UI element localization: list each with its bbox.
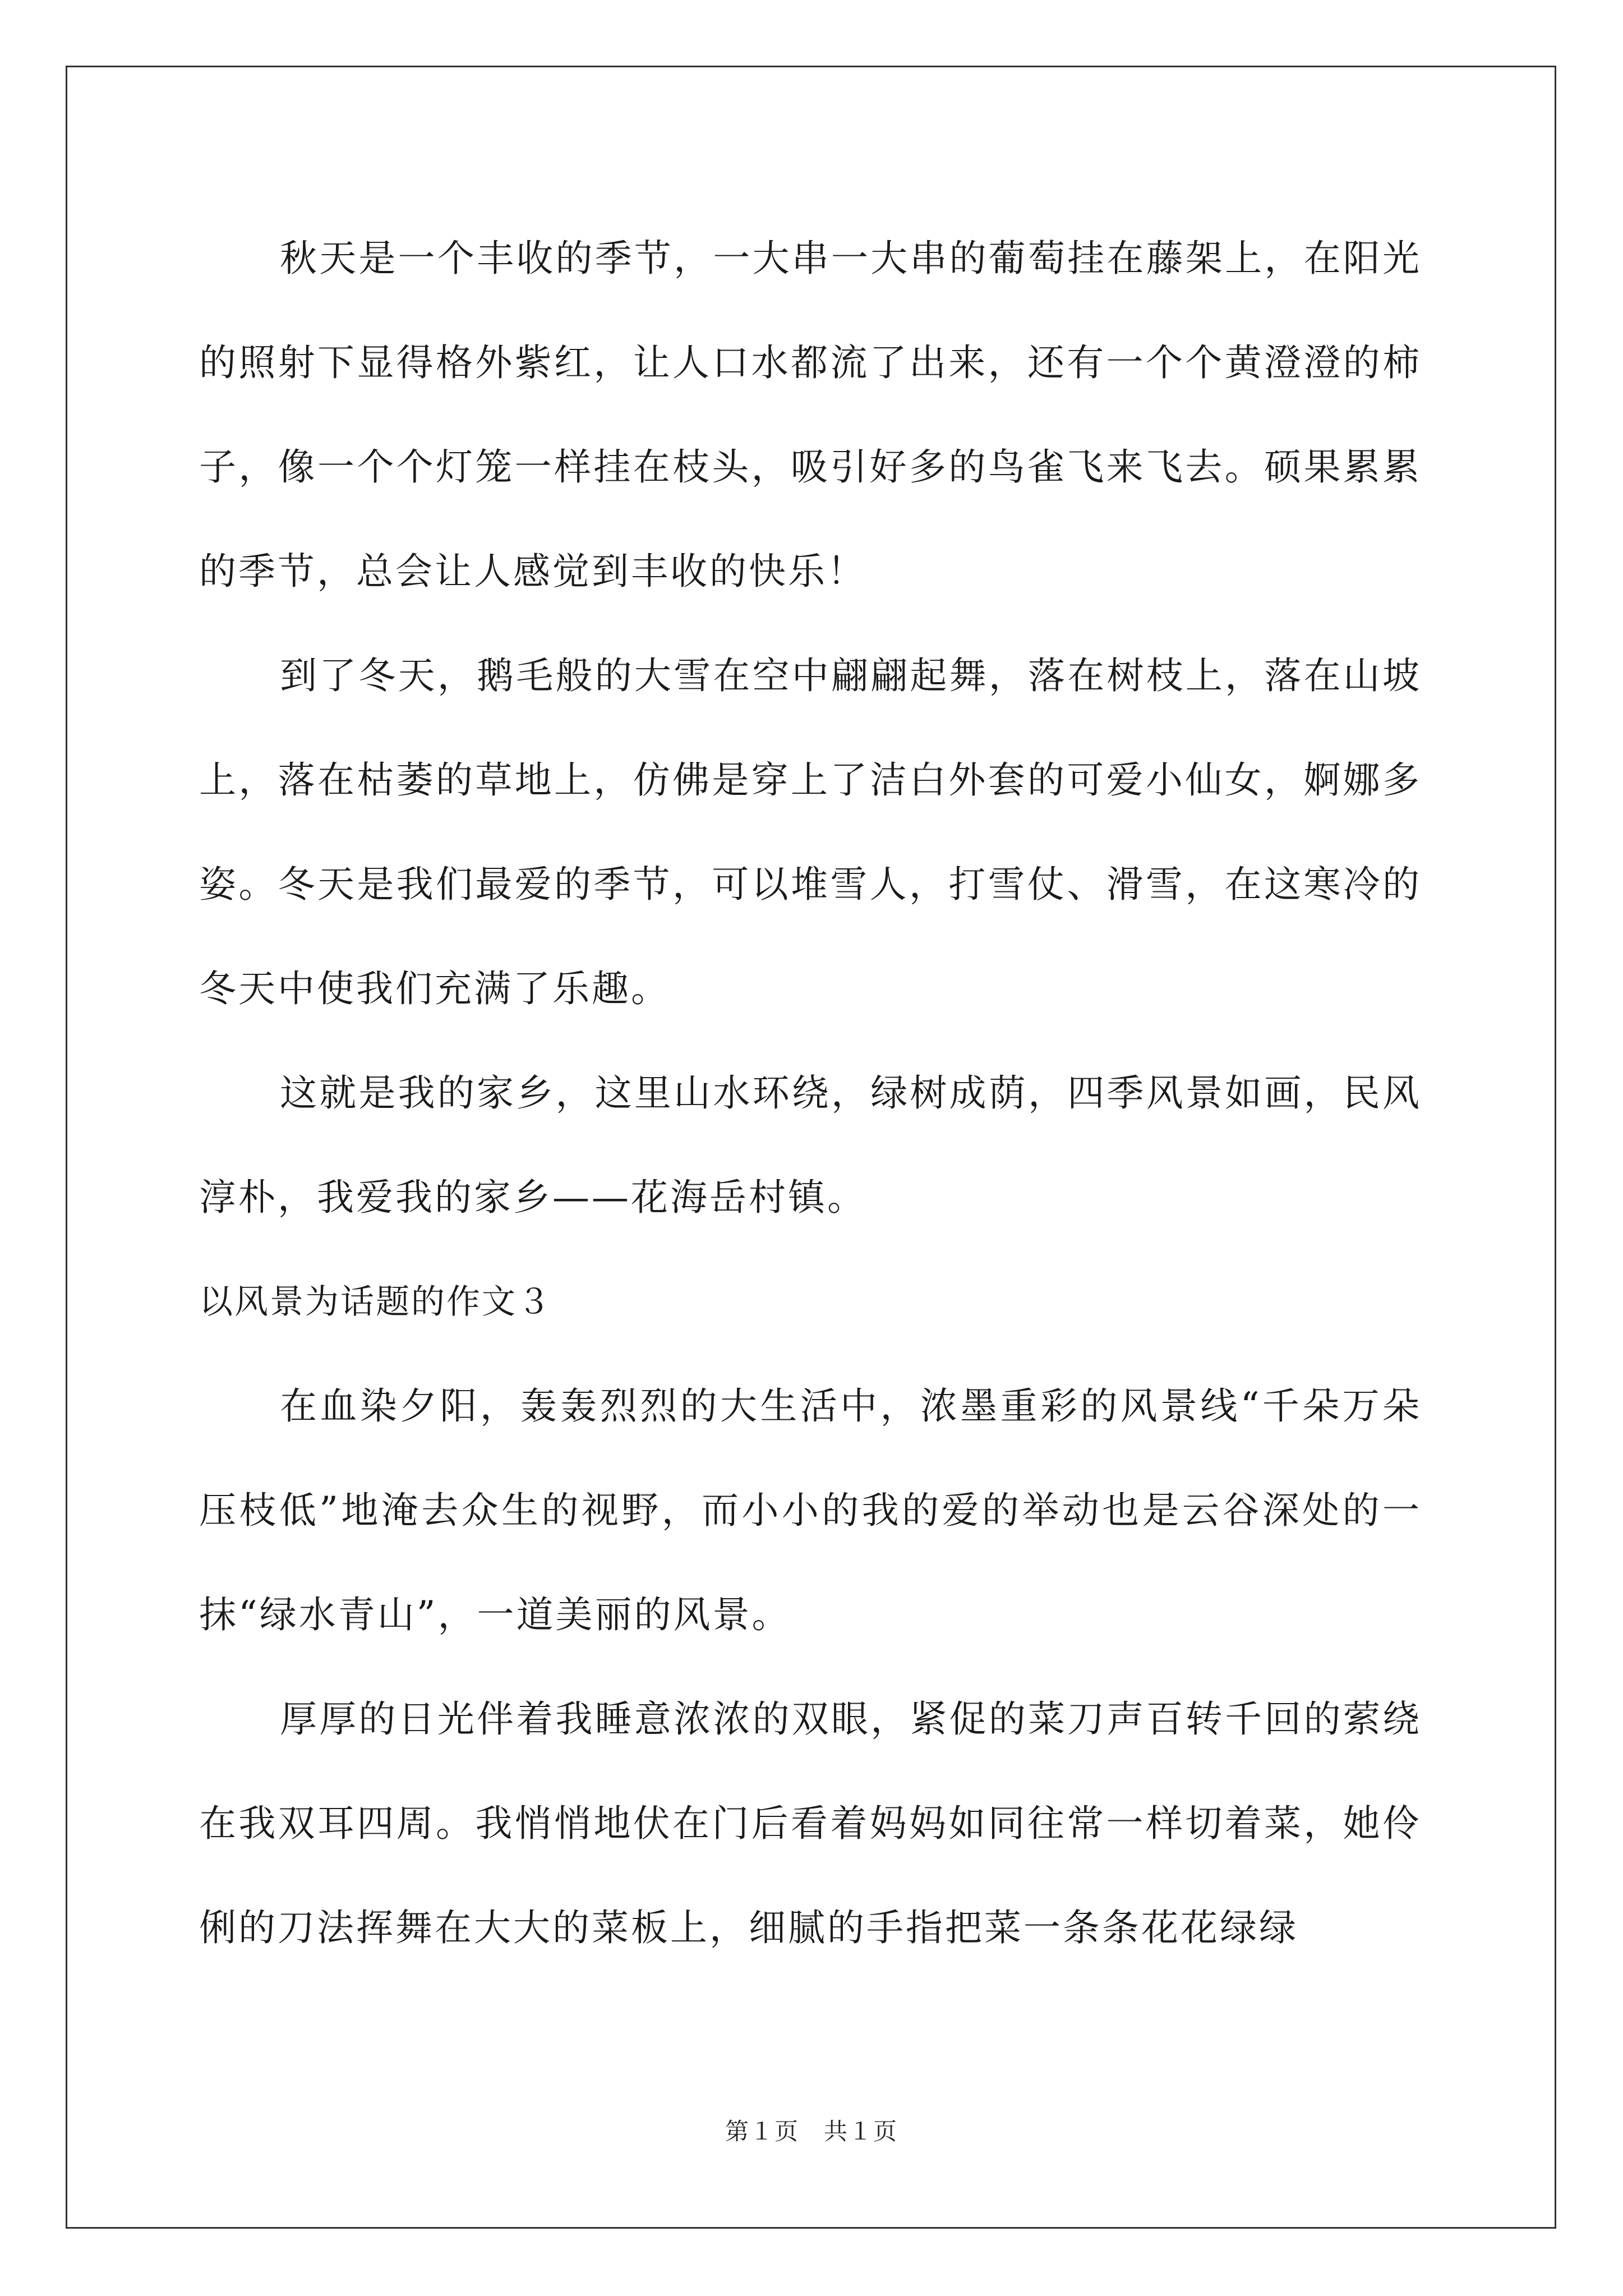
paragraph-winter: 到了冬天，鹅毛般的大雪在空中翩翩起舞，落在树枝上，落在山坡上，落在枯萎的草地上，仿佛是穿上了洁白外套的可爱小仙女，婀娜多姿。冬天是我们最爱的季节，可以堆雪人，打雪仗、滑雪，在这寒冷的冬天中使我们充满了乐趣。 [199,654,1422,1010]
paragraph-morning: 厚厚的日光伴着我睡意浓浓的双眼，紧促的菜刀声百转千回的萦绕在我双耳四周。我悄悄地伏在门后看着妈妈如同往常一样切着菜，她伶俐的刀法挥舞在大大的菜板上，细腻的手指把菜一条条花花绿绿 [199,1697,1422,1949]
paragraph-hometown: 这就是我的家乡，这里山水环绕，绿树成荫，四季风景如画，民风淳朴，我爱我的家乡——花海岳村镇。 [199,1071,1422,1219]
page-number: 第１页 [725,2118,799,2145]
paragraph-scenery: 在血染夕阳，轰轰烈烈的大生活中，浓墨重彩的风景线“千朵万朵压枝低”地淹去众生的视野，而小小的我的爱的举动也是云谷深处的一抹“绿水青山”，一道美丽的风景。 [199,1384,1422,1636]
document-body [199,206,1422,1980]
page-total: 共１页 [824,2118,898,2145]
page-footer [0,2115,1623,2148]
essay-heading: 以风景为话题的作文３ [199,1282,552,1322]
paragraph-autumn: 秋天是一个丰收的季节，一大串一大串的葡萄挂在藤架上，在阳光的照射下显得格外紫红，让人口水都流了出来，还有一个个黄澄澄的柿子，像一个个灯笼一样挂在枝头，吸引好多的鸟雀飞来飞去。硕果累累的季节，总会让人感觉到丰收的快乐！ [199,237,1422,593]
